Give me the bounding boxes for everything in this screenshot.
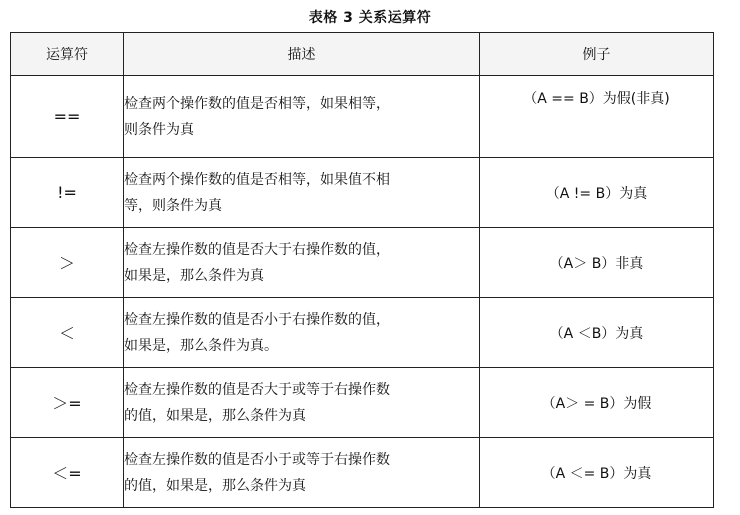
- description-line: 则条件为真: [124, 121, 194, 138]
- operator-cell: !=: [11, 158, 124, 228]
- description-line: 检查左操作数的值是否大于右操作数的值，: [124, 241, 390, 258]
- description-line: 检查两个操作数的值是否相等，如果相等，: [124, 95, 390, 112]
- example-cell: （A ＜B）为真: [480, 298, 714, 368]
- description-cell: [124, 76, 480, 158]
- description-line: 检查左操作数的值是否大于或等于右操作数: [124, 381, 390, 398]
- table-header-row: [11, 33, 714, 76]
- example-cell: （A == B）为假(非真): [480, 76, 714, 158]
- table-row: [11, 228, 714, 298]
- example-cell: （A != B）为真: [480, 158, 714, 228]
- description-cell: [124, 158, 480, 228]
- operator-cell: ==: [11, 76, 124, 158]
- operator-cell: ＜: [11, 298, 124, 368]
- description-line: 检查左操作数的值是否小于右操作数的值，: [124, 311, 390, 328]
- relational-operators-table: [10, 32, 714, 508]
- description-line: 检查两个操作数的值是否相等，如果值不相: [124, 171, 390, 188]
- description-cell: [124, 298, 480, 368]
- description-line: 等，则条件为真: [124, 197, 222, 214]
- table-row: [11, 438, 714, 508]
- table-row: [11, 368, 714, 438]
- header-example: 例子: [480, 33, 714, 76]
- operator-cell: ＜=: [11, 438, 124, 508]
- example-cell: （A＞ = B）为假: [480, 368, 714, 438]
- header-operator: 运算符: [11, 33, 124, 76]
- description-line: 检查左操作数的值是否小于或等于右操作数: [124, 451, 390, 468]
- table-row: [11, 158, 714, 228]
- description-cell: [124, 368, 480, 438]
- operator-cell: ＞: [11, 228, 124, 298]
- description-cell: [124, 228, 480, 298]
- description-line: 的值，如果是，那么条件为真: [124, 407, 306, 424]
- description-line: 如果是，那么条件为真。: [124, 337, 278, 354]
- header-description: 描述: [124, 33, 480, 76]
- table-caption: 表格 3 关系运算符: [308, 10, 432, 26]
- operator-cell: ＞=: [11, 368, 124, 438]
- description-cell: [124, 438, 480, 508]
- example-cell: （A ＜= B）为真: [480, 438, 714, 508]
- table-row: [11, 298, 714, 368]
- example-cell: （A＞ B）非真: [480, 228, 714, 298]
- description-line: 的值，如果是，那么条件为真: [124, 477, 306, 494]
- description-line: 如果是，那么条件为真: [124, 267, 264, 284]
- table-row: [11, 76, 714, 158]
